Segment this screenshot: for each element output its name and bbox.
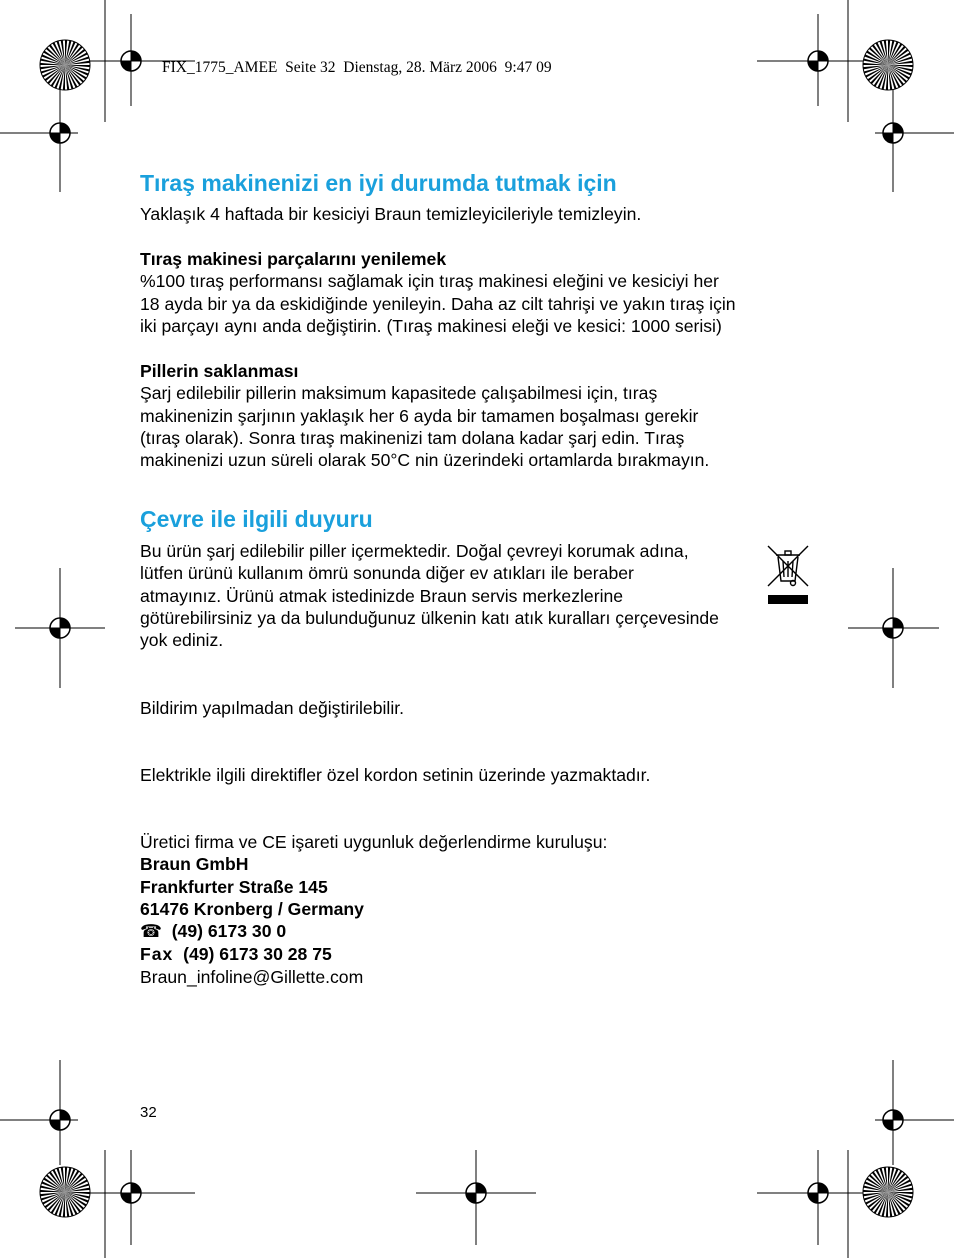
registration-mark-icon [42,610,78,646]
registration-mark-icon [113,1175,149,1211]
registration-mark-icon [800,43,836,79]
section-heading-maintenance: Tıraş makinenizi en iyi durumda tutmak için [140,170,617,196]
star-target-icon [40,40,90,90]
registration-mark-icon [458,1175,494,1211]
battery-line: (tıraş olarak). Sonra tıraş makinenizi tam dolana kadar şarj edin. Tıraş [140,427,685,448]
crossed-out-wheelie-bin-icon [766,543,812,607]
contact-email: Braun_infoline@Gillette.com [140,966,364,987]
replacement-subheading: Tıraş makinesi parçalarını yenilemek [140,249,447,269]
replacement-line: %100 tıraş performansı sağlamak için tıraş makinesi eleğini ve kesiciyi her [140,271,719,292]
change-notice: Bildirim yapılmadan değiştirilebilir. [140,698,405,718]
fax-line [140,943,607,965]
environment-line: yok ediniz. [140,630,224,651]
fax-label: Fax [140,944,174,965]
environment-block [140,540,719,651]
print-slug: FIX_1775_AMEE Seite 32 Dienstag, 28. März 2006 9:47 09 [162,59,552,76]
replacement-line: 18 ayda bir ya da eskidiğinde yenileyin. Daha az cilt tahrişi ve yakın tıraş için [140,293,736,314]
battery-block [140,360,709,471]
electrical-notice: Elektrikle ilgili direktifler özel kordon setinin üzerinde yazmaktadır. [140,765,651,785]
company-street: Frankfurter Straße 145 [140,876,328,897]
replacement-block [140,248,736,337]
phone-line [140,920,607,943]
battery-line: makinenizi uzun süreli olarak 50°C nin üzerindeki ortamlarda bırakmayın. [140,450,710,471]
registration-mark-icon [875,610,911,646]
registration-mark-icon [42,1102,78,1138]
maintenance-intro: Yaklaşık 4 haftada bir kesiciyi Braun temizleyicileriyle temizleyin. [140,204,642,224]
battery-line: makinenizin şarjının yaklaşık her 6 ayda bir tamamen boşalması gerekir [140,405,699,426]
page-number: 32 [140,1104,157,1121]
phone-number: (49) 6173 30 0 [171,921,287,942]
phone-icon: ☎ [140,922,162,943]
manufacturer-intro: Üretici firma ve CE işareti uygunluk değerlendirme kuruluşu: [140,832,608,852]
registration-mark-icon [113,43,149,79]
fax-number: (49) 6173 30 28 75 [183,944,332,965]
battery-line: Şarj edilebilir pillerin maksimum kapasitede çalışabilmesi için, tıraş [140,383,658,404]
environment-line: lütfen ürünü kullanım ömrü sonunda diğer ev atıkları ile beraber [140,563,634,584]
registration-mark-icon [800,1175,836,1211]
battery-subheading: Pillerin saklanması [140,361,299,381]
star-target-icon [863,1167,913,1217]
replacement-line: iki parçayı aynı anda değiştirin. (Tıraş makinesi eleği ve kesici: 1000 serisi) [140,315,722,336]
star-target-icon [863,40,913,90]
section-heading-environment: Çevre ile ilgili duyuru [140,506,373,532]
environment-line: götürebilirsiniz ya da bulunduğunuz ülkenin katı atık kuralları çerçevesinde [140,607,719,628]
registration-mark-icon [42,115,78,151]
environment-line: Bu ürün şarj edilebilir piller içermektedir. Doğal çevreyi korumak adına, [140,541,689,561]
company-name: Braun GmbH [140,854,249,875]
registration-mark-icon [875,115,911,151]
star-target-icon [40,1167,90,1217]
registration-mark-icon [875,1102,911,1138]
manufacturer-block [140,831,607,988]
environment-line: atmayınız. Ürünü atmak istedinizde Braun servis merkezlerine [140,585,624,606]
company-city: 61476 Kronberg / Germany [140,898,364,919]
